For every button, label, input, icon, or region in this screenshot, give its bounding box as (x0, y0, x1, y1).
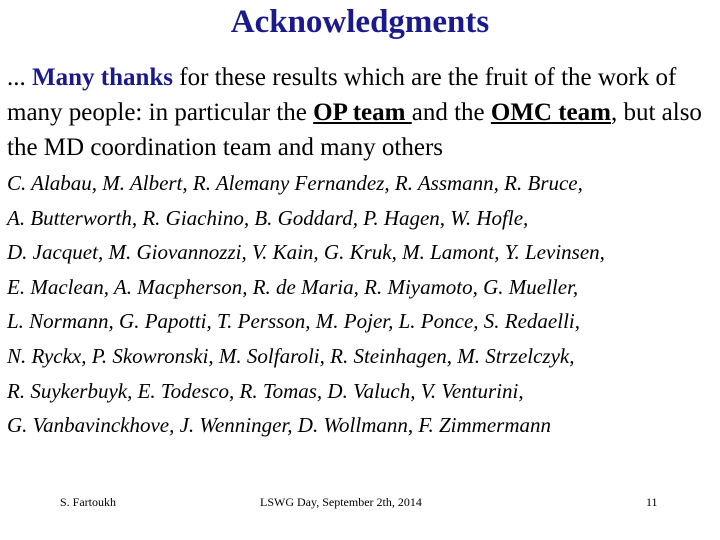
op-team-label: OP team (313, 99, 412, 126)
intro-highlight: Many thanks (32, 64, 174, 91)
names-line: C. Alabau, M. Albert, R. Alemany Fernandez, R. Assmann, R. Bruce, (7, 171, 583, 195)
footer-event: LSWG Day, September 2th, 2014 (260, 495, 422, 509)
intro-lead: ... (7, 64, 32, 91)
intro-text-3: , but also the MD coordination team and many others (7, 99, 702, 161)
footer-author: S. Fartoukh (60, 495, 117, 509)
names-line: E. Maclean, A. Macpherson, R. de Maria, R. Miyamoto, G. Mueller, (7, 274, 579, 299)
names-line: A. Butterworth, R. Giachino, B. Goddard, P. Hagen, W. Hofle, (7, 205, 529, 230)
intro-text-2: and the (411, 99, 491, 126)
names-line: R. Suykerbuyk, E. Todesco, R. Tomas, D. Valuch, V. Venturini, (7, 378, 524, 403)
slide-title: Acknowledgments (230, 4, 490, 40)
names-line: N. Ryckx, P. Skowronski, M. Solfaroli, R. Steinhagen, M. Strzelczyk, (7, 343, 575, 368)
omc-team-label: OMC team (490, 99, 611, 126)
intro-text-1: for these results which are the fruit of the work of many people: in particular the (7, 64, 677, 126)
names-line: L. Normann, G. Papotti, T. Persson, M. Pojer, L. Ponce, S. Redaelli, (7, 309, 580, 334)
intro-paragraph (7, 60, 715, 165)
names-line: G. Vanbavinckhove, J. Wenninger, D. Wollmann, F. Zimmermann (7, 413, 552, 438)
footer-page-number: 11 (646, 495, 658, 509)
names-line: D. Jacquet, M. Giovannozzi, V. Kain, G. Kruk, M. Lamont, Y. Levinsen, (7, 240, 605, 265)
names-list (7, 166, 715, 443)
